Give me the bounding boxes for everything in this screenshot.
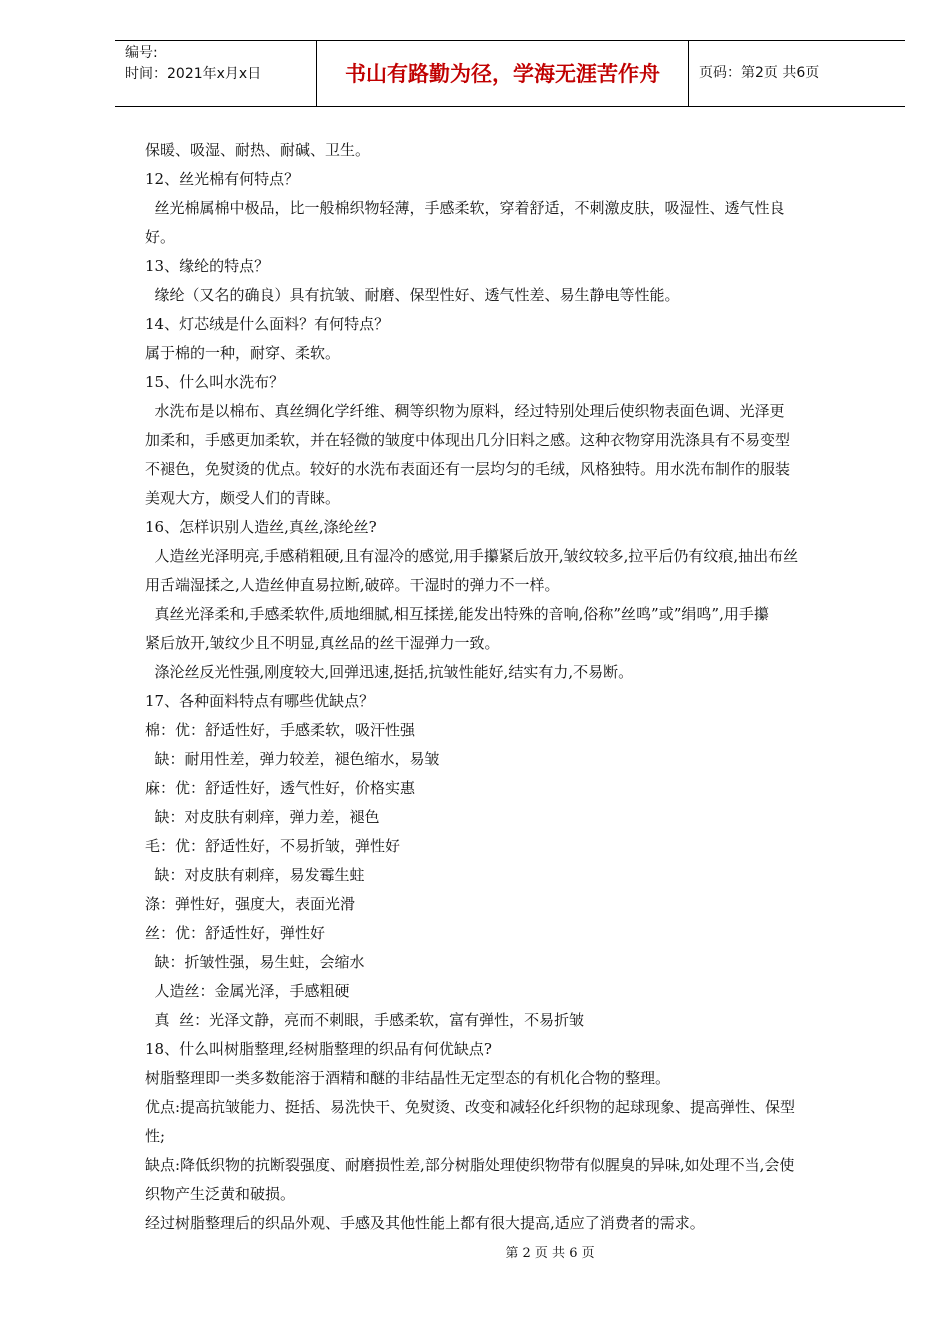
header-page-number: 页码：第2页 共6页 — [699, 65, 820, 81]
question-heading: 15、什么叫水洗布？ — [145, 373, 285, 391]
text-line: 缺：折皱性强，易生蛀，会缩水 — [145, 953, 365, 971]
text-line: 棉：优：舒适性好，手感柔软，吸汗性强 — [145, 721, 416, 739]
text-line: 美观大方，颇受人们的青睐。 — [145, 489, 341, 507]
text-line: 缘纶（又名的确良）具有抗皱、耐磨、保型性好、透气性差、易生静电等性能。 — [145, 286, 680, 304]
text-line: 用舌端湿揉之,人造丝伸直易拉断,破碎。干湿时的弹力不一样。 — [145, 576, 560, 594]
text-line: 人造丝光泽明亮,手感稍粗硬,且有湿冷的感觉,用手攥紧后放开,皱纹较多,拉平后仍有纹痕,抽出布丝 — [145, 547, 799, 565]
text-line: 涤：弹性好，强度大，表面光滑 — [145, 895, 356, 913]
page-header — [115, 40, 905, 107]
question-heading: 13、缘纶的特点？ — [145, 257, 270, 275]
text-line: 紧后放开,皱纹少且不明显,真丝品的丝干湿弹力一致。 — [145, 634, 500, 652]
header-slogan: 书山有路勤为径，学海无涯苦作舟 — [316, 41, 689, 107]
text-line: 性; — [145, 1127, 166, 1145]
text-line: 丝光棉属棉中极品，比一般棉织物轻薄，手感柔软，穿着舒适，不刺激皮肤，吸湿性、透气性良 — [145, 199, 785, 217]
text-line: 织物产生泛黄和破损。 — [145, 1185, 296, 1203]
question-heading: 17、各种面料特点有哪些优缺点？ — [145, 692, 375, 710]
text-line: 水洗布是以棉布、真丝绸化学纤维、稠等织物为原料，经过特别处理后使织物表面色调、光泽更 — [145, 402, 785, 420]
text-line: 保暖、吸湿、耐热、耐碱、卫生。 — [145, 141, 371, 159]
text-line: 人造丝：金属光泽，手感粗硬 — [145, 982, 350, 1000]
text-line: 丝：优：舒适性好，弹性好 — [145, 924, 326, 942]
question-heading: 14、灯芯绒是什么面料？有何特点？ — [145, 315, 390, 333]
text-line: 缺：对皮肤有刺痒，易发霉生蛀 — [145, 866, 365, 884]
document-time-label: 时间：2021年x月x日 — [125, 66, 262, 82]
text-line: 不褪色，免熨烫的优点。较好的水洗布表面还有一层均匀的毛绒，风格独特。用水洗布制作的服装 — [145, 460, 791, 478]
text-line: 优点:提高抗皱能力、挺括、易洗快干、免熨烫、改变和减轻化纤织物的起球现象、提高弹性、保型 — [145, 1098, 796, 1116]
page-footer: 第 2 页 共 6 页 — [505, 1246, 595, 1261]
text-line: 树脂整理即一类多数能溶于酒精和醚的非结晶性无定型态的有机化合物的整理。 — [145, 1069, 671, 1087]
text-line: 经过树脂整理后的织品外观、手感及其他性能上都有很大提高,适应了消费者的需求。 — [145, 1214, 705, 1232]
text-line: 涤沦丝反光性强,刚度较大,回弹迅速,挺括,抗皱性能好,结实有力,不易断。 — [145, 663, 634, 681]
header-meta — [125, 43, 261, 85]
text-line: 毛：优：舒适性好，不易折皱，弹性好 — [145, 837, 401, 855]
text-line: 缺：耐用性差，弹力较差，褪色缩水，易皱 — [145, 750, 440, 768]
text-line: 属于棉的一种，耐穿、柔软。 — [145, 344, 341, 362]
text-line: 真丝光泽柔和,手感柔软件,质地细腻,相互揉搓,能发出特殊的音响,俗称”丝鸣”或”绢鸣”,用手攥 — [145, 605, 769, 623]
text-line: 麻：优：舒适性好，透气性好，价格实惠 — [145, 779, 416, 797]
text-line: 加柔和，手感更加柔软，并在轻微的皱度中体现出几分旧料之感。这种衣物穿用洗涤具有不易变型 — [145, 431, 791, 449]
text-line: 好。 — [145, 228, 176, 246]
document-number-label: 编号: — [125, 45, 158, 61]
question-heading: 12、丝光棉有何特点？ — [145, 170, 300, 188]
text-line: 缺：对皮肤有刺痒，弹力差，褪色 — [145, 808, 380, 826]
question-heading: 16、怎样识别人造丝,真丝,涤纶丝? — [145, 518, 377, 536]
text-line: 真 丝：光泽文静，亮而不刺眼，手感柔软，富有弹性，不易折皱 — [145, 1011, 585, 1029]
text-line: 缺点:降低织物的抗断裂强度、耐磨损性差,部分树脂处理使织物带有似腥臭的异味,如处理不当,会使 — [145, 1156, 795, 1174]
question-heading: 18、什么叫树脂整理,经树脂整理的织品有何优缺点? — [145, 1040, 492, 1058]
document-body — [145, 136, 880, 1238]
